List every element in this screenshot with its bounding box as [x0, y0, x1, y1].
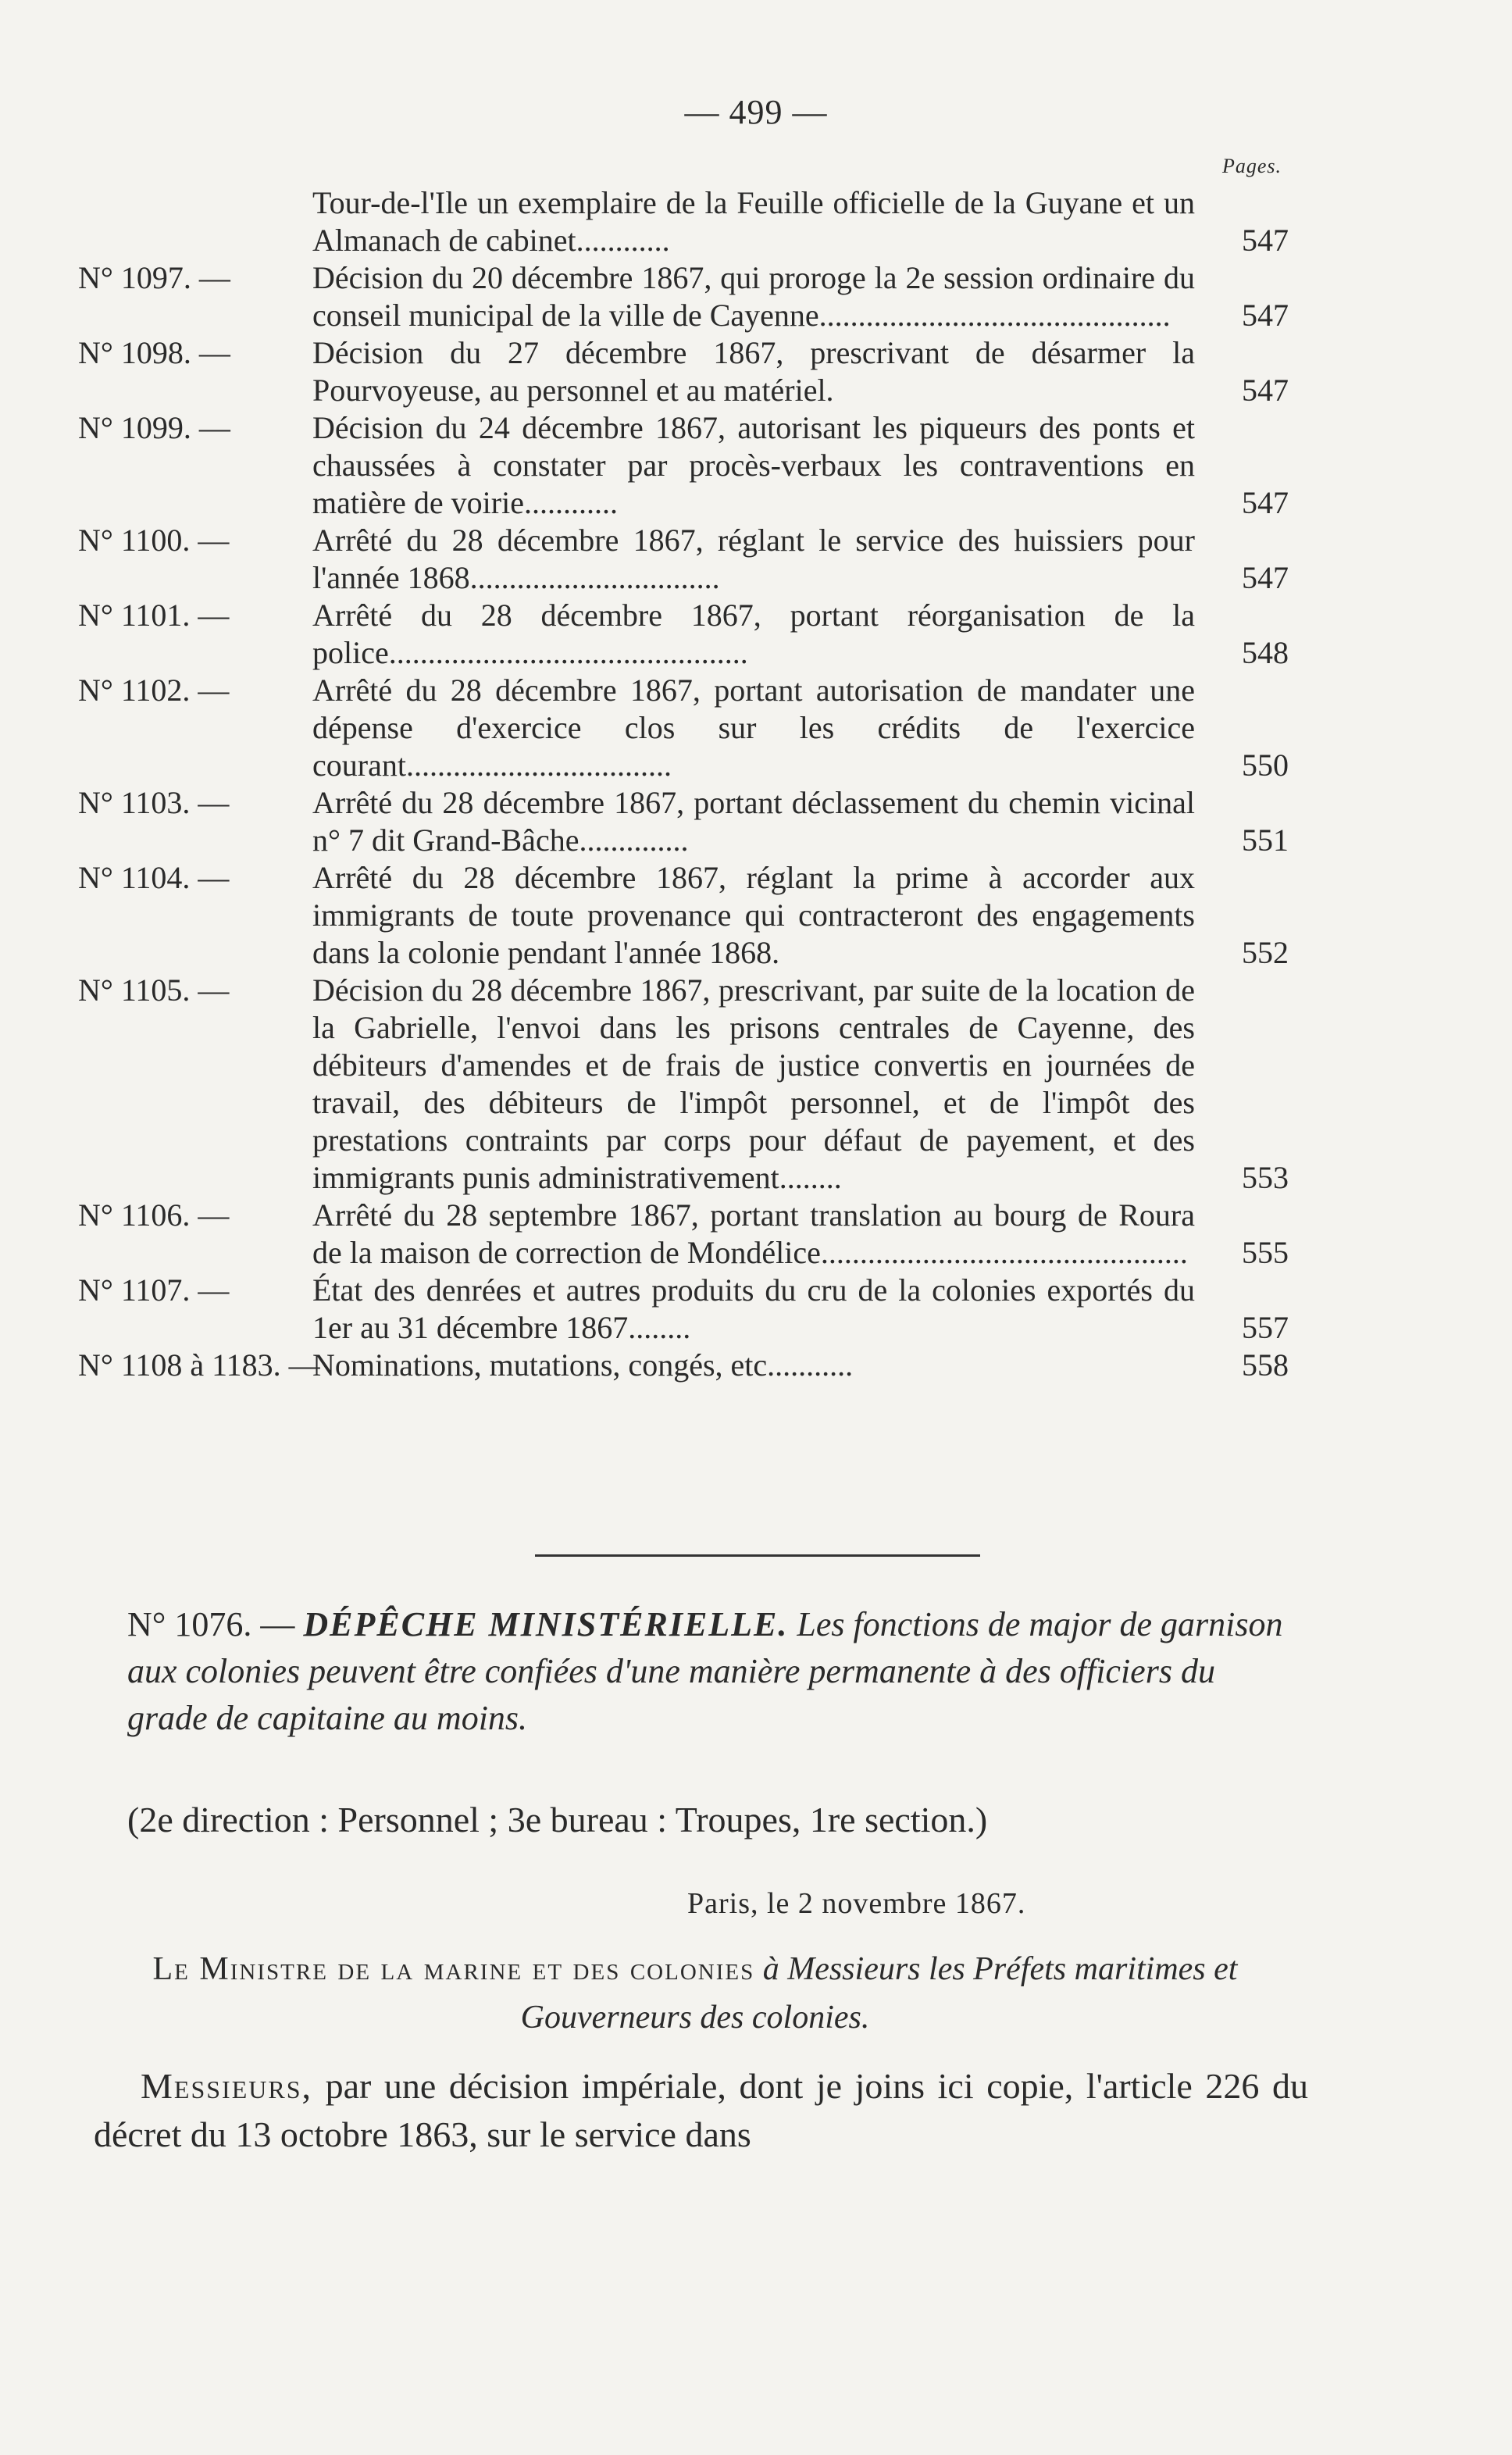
toc-entry-page: 547	[1242, 485, 1289, 520]
toc-entry-text: Décision du 27 décembre 1867, prescrivant de désarmer la Pourvoyeuse, au personnel et au matériel.	[312, 335, 1195, 408]
toc-entry	[78, 522, 1289, 597]
address-sender: Le Ministre de la marine et des colonies	[152, 1951, 755, 1987]
toc-entry-text: Arrêté du 28 décembre 1867, portant réorganisation de la police..............................................	[312, 598, 1195, 670]
toc-entry-page: 553	[1242, 1160, 1289, 1195]
pages-column-label: Pages.	[1221, 155, 1282, 177]
letter-body	[94, 2062, 1308, 2159]
toc-entry-number: N° 1106. —	[78, 1197, 230, 1233]
toc-entry-number: N° 1103. —	[78, 785, 230, 820]
toc-entry-number: N° 1104. —	[78, 860, 230, 895]
salutation: Messieurs,	[141, 2066, 312, 2106]
dateline: Paris, le 2 novembre 1867.	[687, 1887, 1026, 1920]
page-number: — 499 —	[684, 93, 828, 131]
toc-entry	[78, 597, 1289, 672]
toc-entry	[78, 972, 1289, 1197]
toc-entry-number: N° 1108 à 1183. —	[78, 1347, 320, 1383]
depeche-heading	[127, 1601, 1295, 1742]
toc-entry	[78, 409, 1289, 522]
toc-entry-number: N° 1102. —	[78, 673, 230, 708]
toc-entry-page: 551	[1242, 822, 1289, 858]
toc-entry-text: Arrêté du 28 décembre 1867, réglant la prime à accorder aux immigrants de toute provenance qui contracteront des engagements dans la colonie pendant l'année 1868.	[312, 860, 1195, 970]
toc-entry	[78, 334, 1289, 409]
direction-line: (2e direction : Personnel ; 3e bureau : Troupes, 1re section.)	[127, 1800, 988, 1839]
address-block	[94, 1945, 1296, 2042]
toc-entry-text: Décision du 20 décembre 1867, qui proroge la 2e session ordinaire du conseil municipal de la ville de Cayenne.............................................	[312, 260, 1195, 333]
toc-entry-page: 547	[1242, 560, 1289, 595]
toc-entry-page: 548	[1242, 635, 1289, 670]
toc-entry-number: N° 1100. —	[78, 523, 230, 558]
toc-entry	[78, 1197, 1289, 1272]
toc-entry	[78, 1347, 1289, 1384]
toc-entry-number: N° 1099. —	[78, 410, 230, 445]
toc-entry-number: N° 1098. —	[78, 335, 230, 370]
toc-entry	[78, 859, 1289, 972]
toc-entry-page: 550	[1242, 748, 1289, 783]
toc-entry	[78, 259, 1289, 334]
address-recipient: à Messieurs les Préfets maritimes et Gouverneurs des colonies.	[520, 1951, 1238, 2036]
toc-entry-number: N° 1101. —	[78, 598, 230, 633]
toc-entry-text: Arrêté du 28 décembre 1867, portant déclassement du chemin vicinal n° 7 dit Grand-Bâche..............	[312, 785, 1195, 858]
toc-entry-text: Nominations, mutations, congés, etc...........	[312, 1347, 854, 1383]
toc-entry	[78, 672, 1289, 784]
depeche-title: DÉPÊCHE MINISTÉRIELLE.	[303, 1605, 789, 1643]
toc-entry-page: 557	[1242, 1310, 1289, 1345]
toc-entry-text: Arrêté du 28 décembre 1867, portant autorisation de mandater une dépense d'exercice clos sur les crédits de l'exercice courant..................................	[312, 673, 1195, 783]
toc-entry-page: 555	[1242, 1235, 1289, 1270]
toc-entry	[78, 184, 1289, 259]
depeche-number: N° 1076. —	[127, 1605, 304, 1643]
toc-entry-page: 547	[1242, 298, 1289, 333]
depeche-summary: Les fonctions de major de garnison aux colonies peuvent être confiées d'une manière permanente à des officiers du grade de capitaine au moins.	[127, 1605, 1283, 1737]
toc-entry	[78, 1272, 1289, 1347]
table-of-contents	[78, 184, 1289, 1384]
toc-entry-text: Tour-de-l'Ile un exemplaire de la Feuille officielle de la Guyane et un Almanach de cabinet............	[312, 185, 1195, 258]
toc-entry-text: Décision du 24 décembre 1867, autorisant les piqueurs des ponts et chaussées à constater par procès-verbaux les contraventions en matière de voirie............	[312, 410, 1195, 520]
toc-entry-page: 547	[1242, 373, 1289, 408]
section-divider	[535, 1554, 980, 1557]
toc-entry	[78, 784, 1289, 859]
toc-entry-number: N° 1097. —	[78, 260, 230, 295]
toc-entry-page: 558	[1242, 1347, 1289, 1383]
toc-entry-text: Arrêté du 28 décembre 1867, réglant le service des huissiers pour l'année 1868................................	[312, 523, 1195, 595]
toc-entry-text: Arrêté du 28 septembre 1867, portant translation au bourg de Roura de la maison de correction de Mondélice...............................................	[312, 1197, 1195, 1270]
toc-entry-number: N° 1105. —	[78, 972, 230, 1008]
toc-entry-number: N° 1107. —	[78, 1272, 230, 1308]
body-text: par une décision impériale, dont je joins ici copie, l'article 226 du décret du 13 octobre 1863, sur le service dans	[94, 2066, 1308, 2154]
toc-entry-text: État des denrées et autres produits du cru de la colonies exportés du 1er au 31 décembre 1867........	[312, 1272, 1195, 1345]
toc-entry-page: 552	[1242, 935, 1289, 970]
toc-entry-page: 547	[1242, 223, 1289, 258]
toc-entry-text: Décision du 28 décembre 1867, prescrivant, par suite de la location de la Gabrielle, l'envoi dans les prisons centrales de Cayenne, des débiteurs d'amendes et de frais de justice convertis en journées de travail, des débiteurs de l'impôt personnel, et de l'impôt des prestations contraints par corps pour défaut de payement, et des immigrants punis administrativement........	[312, 972, 1195, 1195]
